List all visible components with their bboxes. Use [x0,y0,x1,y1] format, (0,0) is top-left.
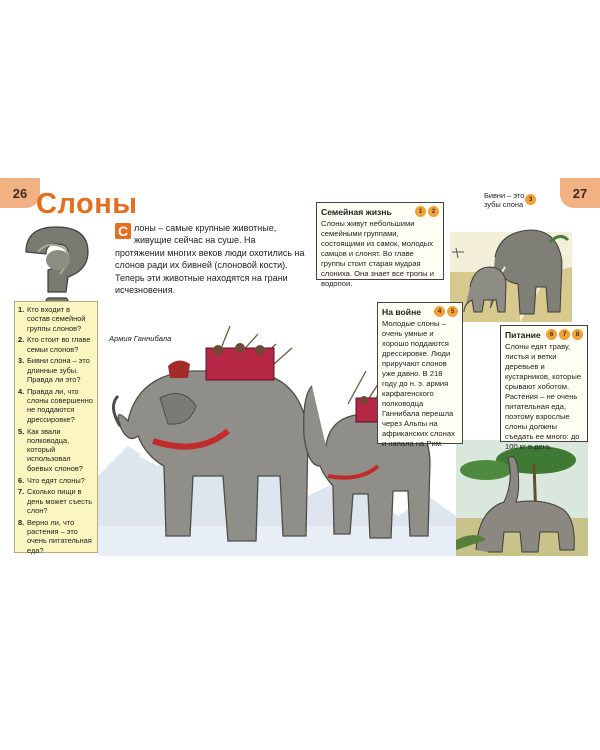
question-text: Верно ли, что растения – это очень питательная еда? [27,517,92,555]
war-title: На войне [382,306,422,317]
badge: 6 [546,329,557,340]
badge: 5 [447,306,458,317]
page-number-left [0,178,40,208]
badge: 8 [572,329,583,340]
question-text: Сколько пищи в день может съесть слон? [27,487,93,515]
question-item [18,305,94,333]
question-number: 8. [18,517,25,527]
army-caption: Армия Ганнибала [109,334,172,343]
question-number: 3. [18,356,25,366]
question-text: Что едят слоны? [27,475,85,485]
family-life-title: Семейная жизнь [321,206,392,217]
badge: 2 [428,206,439,217]
question-item [18,476,94,485]
war-badges [434,306,458,317]
intro-text: лоны – самые крупные животные, живущие сейчас на суше. На протяжении многих веков люди охотились на слонов ради их бивней (слоновой кости). Теперь эти животные находятся на грани исчезновения. [115,223,305,296]
question-item [18,387,94,424]
question-item [18,356,94,384]
question-number: 5. [18,426,25,436]
war-text: Молодые слоны – очень умные и хорошо поддаются дрессировке. Люди приручают слонов уже давно. В 218 году до н. э. армия карфагенского полководца Ганнибала перешла через Альпы на африканских слонах и напала на Рим. [382,319,455,448]
question-item [18,335,94,354]
question-text: Кто входит в состав семейной группы слонов? [27,305,86,333]
family-life-header [321,206,439,217]
tusk-label [484,191,540,209]
feeding-elephant-illustration [456,440,588,556]
tusk-label-badge: 3 [525,194,536,205]
badge: 7 [559,329,570,340]
page-number-right-text: 27 [572,185,588,201]
war-box [377,302,463,448]
family-life-badges [415,206,439,217]
tusk-label-text: Бивни – это зубы слона [484,191,525,209]
badge: 4 [434,306,445,317]
page-number-left-text: 26 [12,185,28,201]
food-title: Питание [505,329,541,340]
badge: 1 [415,206,426,217]
question-number: 4. [18,386,25,396]
page-title: Слоны [36,188,138,220]
question-text: Как звали полководца, который использовал боевых слонов? [27,426,83,473]
question-text: Правда ли, что слоны совершенно не поддаются дрессировке? [27,386,93,424]
food-badges [546,329,583,340]
question-text: Кто стоит во главе семьи слонов? [27,335,91,354]
war-header [382,306,458,317]
food-box [500,325,588,451]
questions-list [18,305,94,555]
food-header [505,329,583,340]
question-number: 1. [18,305,25,314]
question-item [18,518,94,555]
question-number: 2. [18,335,25,345]
intro-paragraph [115,222,305,296]
question-text: Бивни слона – это длинные зубы. Правда ли это? [27,356,90,385]
family-life-box [316,202,444,288]
questions-panel [14,301,98,553]
question-item [18,487,94,515]
question-number: 7. [18,487,25,497]
intro-dropcap: С [115,223,131,239]
elephant-family-illustration [450,212,572,322]
food-text: Слоны едят траву, листья и ветки деревьев и кустарников, которые срывают хоботом. Растения – не очень питательная еда, поэтому взрослые слоны должны съедать ее много: до 100 кг в день. [505,342,582,451]
page-number-right [560,178,600,208]
family-life-text: Слоны живут небольшими семейными группами, состоящими из самок, молодых самцов и слонят. Во главе группы стоит старая мудрая слониха. Она знает все тропы и водопои. [321,219,434,288]
question-item [18,427,94,473]
question-number: 6. [18,475,25,485]
